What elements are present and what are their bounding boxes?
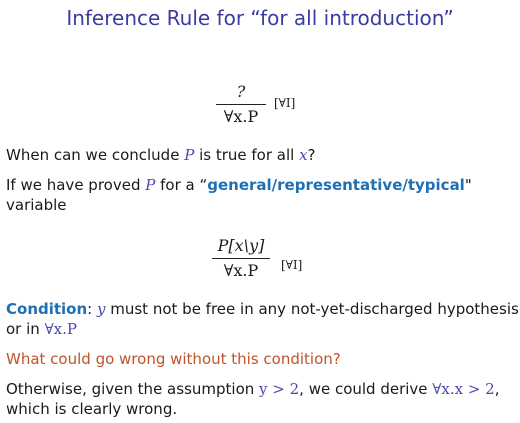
condition-line-continued: or in ∀x.P bbox=[6, 320, 77, 338]
inference-bar bbox=[212, 258, 270, 259]
rule-conclusion: ∀x.P bbox=[223, 261, 259, 280]
rule-label: [∀I] bbox=[281, 258, 303, 272]
rule-premise: P[x\y] bbox=[217, 236, 265, 255]
rule-conclusion: ∀x.P bbox=[223, 107, 259, 126]
explanation-line: Otherwise, given the assumption y > 2, we could derive ∀x.x > 2, bbox=[6, 380, 500, 398]
question-line: When can we conclude P is true for all x? bbox=[6, 146, 316, 164]
rule-label: [∀I] bbox=[274, 96, 296, 110]
answer-line-continued: variable bbox=[6, 196, 67, 214]
question-prompt: What could go wrong without this condition? bbox=[6, 350, 341, 368]
inference-bar bbox=[216, 104, 266, 105]
slide-title: Inference Rule for “for all introduction” bbox=[66, 6, 454, 30]
inference-rule-forall-intro bbox=[216, 82, 296, 126]
inference-rule-forall-intro-substitution bbox=[212, 236, 303, 280]
explanation-line-continued: which is clearly wrong. bbox=[6, 400, 178, 418]
highlighted-keyword: general/representative/typical bbox=[207, 176, 465, 194]
answer-line: If we have proved P for a “general/representative/typical" bbox=[6, 176, 472, 194]
condition-keyword: Condition bbox=[6, 300, 88, 318]
condition-line: Condition: y must not be free in any not-yet-discharged hypothesis bbox=[6, 300, 519, 318]
rule-premise: ? bbox=[236, 82, 246, 101]
